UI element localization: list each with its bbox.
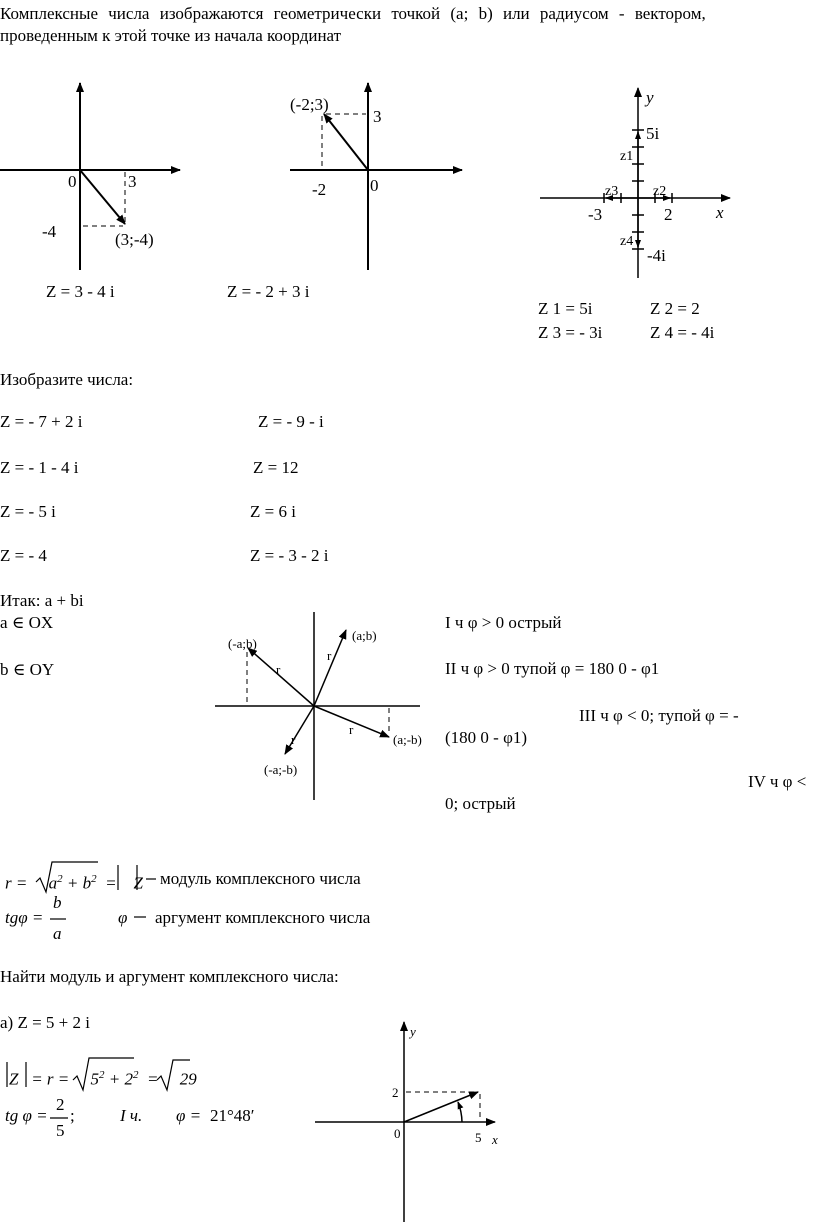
fig3-z3-label: z3 xyxy=(605,184,619,199)
fig3-formula-z1: Z 1 = 5i xyxy=(538,299,593,318)
fig1-y-tick: -4 xyxy=(42,222,57,241)
fig2-formula: Z = - 2 + 3 i xyxy=(227,282,310,301)
summary-a-line: a ∈ OX xyxy=(0,613,54,632)
task2-angle: 21°48′ xyxy=(210,1106,255,1125)
final-fig-y-tick: 2 xyxy=(392,1085,399,1100)
task1-right-3: Z = 6 i xyxy=(250,502,296,521)
modulus-description: модуль комплексного числа xyxy=(160,869,361,888)
fig3-formula-z4: Z 4 = - 4i xyxy=(650,323,715,342)
fig2-point-label: (-2;3) xyxy=(290,95,329,114)
fig3-z2-label: z2 xyxy=(653,184,667,199)
fig3-tick-minus3: -3 xyxy=(588,205,603,224)
task1-left-1: Z = - 7 + 2 i xyxy=(0,412,83,431)
task2-tg-semicolon: ; xyxy=(70,1106,75,1125)
final-fig-x-label: x xyxy=(492,1132,498,1147)
quadrant-4-cont: 0; острый xyxy=(445,794,516,813)
quad-r-2: r xyxy=(276,662,281,677)
intro-line-2: проведенным к этой точке из начала координат xyxy=(0,26,342,45)
fig2-origin-label: 0 xyxy=(370,176,379,195)
summary-b-line: b ∈ OY xyxy=(0,660,55,679)
quadrant-3: III ч φ < 0; тупой φ = - xyxy=(579,706,739,725)
fig3-z1-label: z1 xyxy=(620,149,634,164)
fig3-tick-minus4i: -4i xyxy=(647,246,666,265)
fig1-formula: Z = 3 - 4 i xyxy=(46,282,115,301)
task2-item: а) Z = 5 + 2 i xyxy=(0,1013,90,1032)
quad-label-mab: (-a;b) xyxy=(228,636,257,651)
figure-final xyxy=(315,1022,495,1222)
task2-angle-lhs: φ = xyxy=(176,1106,202,1125)
task1-right-1: Z = - 9 - i xyxy=(258,412,324,431)
argument-symbol: φ xyxy=(118,908,128,927)
task2-modulus: Z = r = $5^2 + 2^2$ = 29 xyxy=(9,1069,197,1089)
modulus-formula: r = $a^2 + b^2$ = Z xyxy=(5,873,144,893)
quad-label-mamb: (-a;-b) xyxy=(264,762,298,777)
quad-label-amb: (a;-b) xyxy=(393,732,422,747)
argument-formula-lhs: tgφ = xyxy=(5,908,44,927)
task2-heading: Найти модуль и аргумент комплексного числа: xyxy=(0,967,339,986)
figure-3 xyxy=(540,88,730,278)
intro-line-1: Комплексные числа изображаются геометрически точкой (a; b) или радиусом - вектором, xyxy=(0,4,706,23)
fig3-tick-2: 2 xyxy=(664,205,673,224)
quadrant-3-cont: (180 0 - φ1) xyxy=(445,728,528,747)
task2-tg-den: 5 xyxy=(56,1121,65,1140)
fig3-y-axis-label: y xyxy=(646,88,654,107)
fig2-y-tick: 3 xyxy=(373,107,382,126)
task1-left-2: Z = - 1 - 4 i xyxy=(0,458,79,477)
quadrant-1: I ч φ > 0 острый xyxy=(445,613,562,632)
fig3-formula-z2: Z 2 = 2 xyxy=(650,299,700,318)
task2-tg-lhs: tg φ = xyxy=(5,1106,48,1125)
fig3-x-axis-label: x xyxy=(716,203,724,222)
fig3-tick-5i: 5i xyxy=(646,124,660,143)
quadrant-2: II ч φ > 0 тупой φ = 180 0 - φ1 xyxy=(445,659,660,678)
final-fig-x-tick: 5 xyxy=(475,1130,482,1145)
argument-description: аргумент комплексного числа xyxy=(155,908,371,927)
fig1-x-tick: 3 xyxy=(128,172,137,191)
argument-formula-den: a xyxy=(53,924,62,943)
fig1-point-label: (3;-4) xyxy=(115,230,154,249)
summary-form: Итак: a + bi xyxy=(0,591,84,610)
argument-formula-num: b xyxy=(53,893,62,912)
task1-heading: Изобразите числа: xyxy=(0,370,134,389)
task1-left-3: Z = - 5 i xyxy=(0,502,56,521)
task1-left-4: Z = - 4 xyxy=(0,546,47,565)
task2-quadrant: I ч. xyxy=(120,1106,143,1125)
task1-right-4: Z = - 3 - 2 i xyxy=(250,546,329,565)
quad-r-3: r xyxy=(349,722,354,737)
fig3-z4-label: z4 xyxy=(620,234,634,249)
quad-r-4: r xyxy=(291,732,296,747)
quad-r-1: r xyxy=(327,648,332,663)
fig3-formula-z3: Z 3 = - 3i xyxy=(538,323,603,342)
quad-label-ab: (a;b) xyxy=(352,628,377,643)
quadrant-4: IV ч φ < xyxy=(748,772,807,791)
final-fig-origin: 0 xyxy=(394,1126,401,1141)
fig1-origin-label: 0 xyxy=(68,172,77,191)
fig2-x-tick: -2 xyxy=(312,180,327,199)
final-fig-y-label: y xyxy=(410,1024,416,1039)
task1-right-2: Z = 12 xyxy=(253,458,299,477)
task2-tg-num: 2 xyxy=(56,1095,65,1114)
